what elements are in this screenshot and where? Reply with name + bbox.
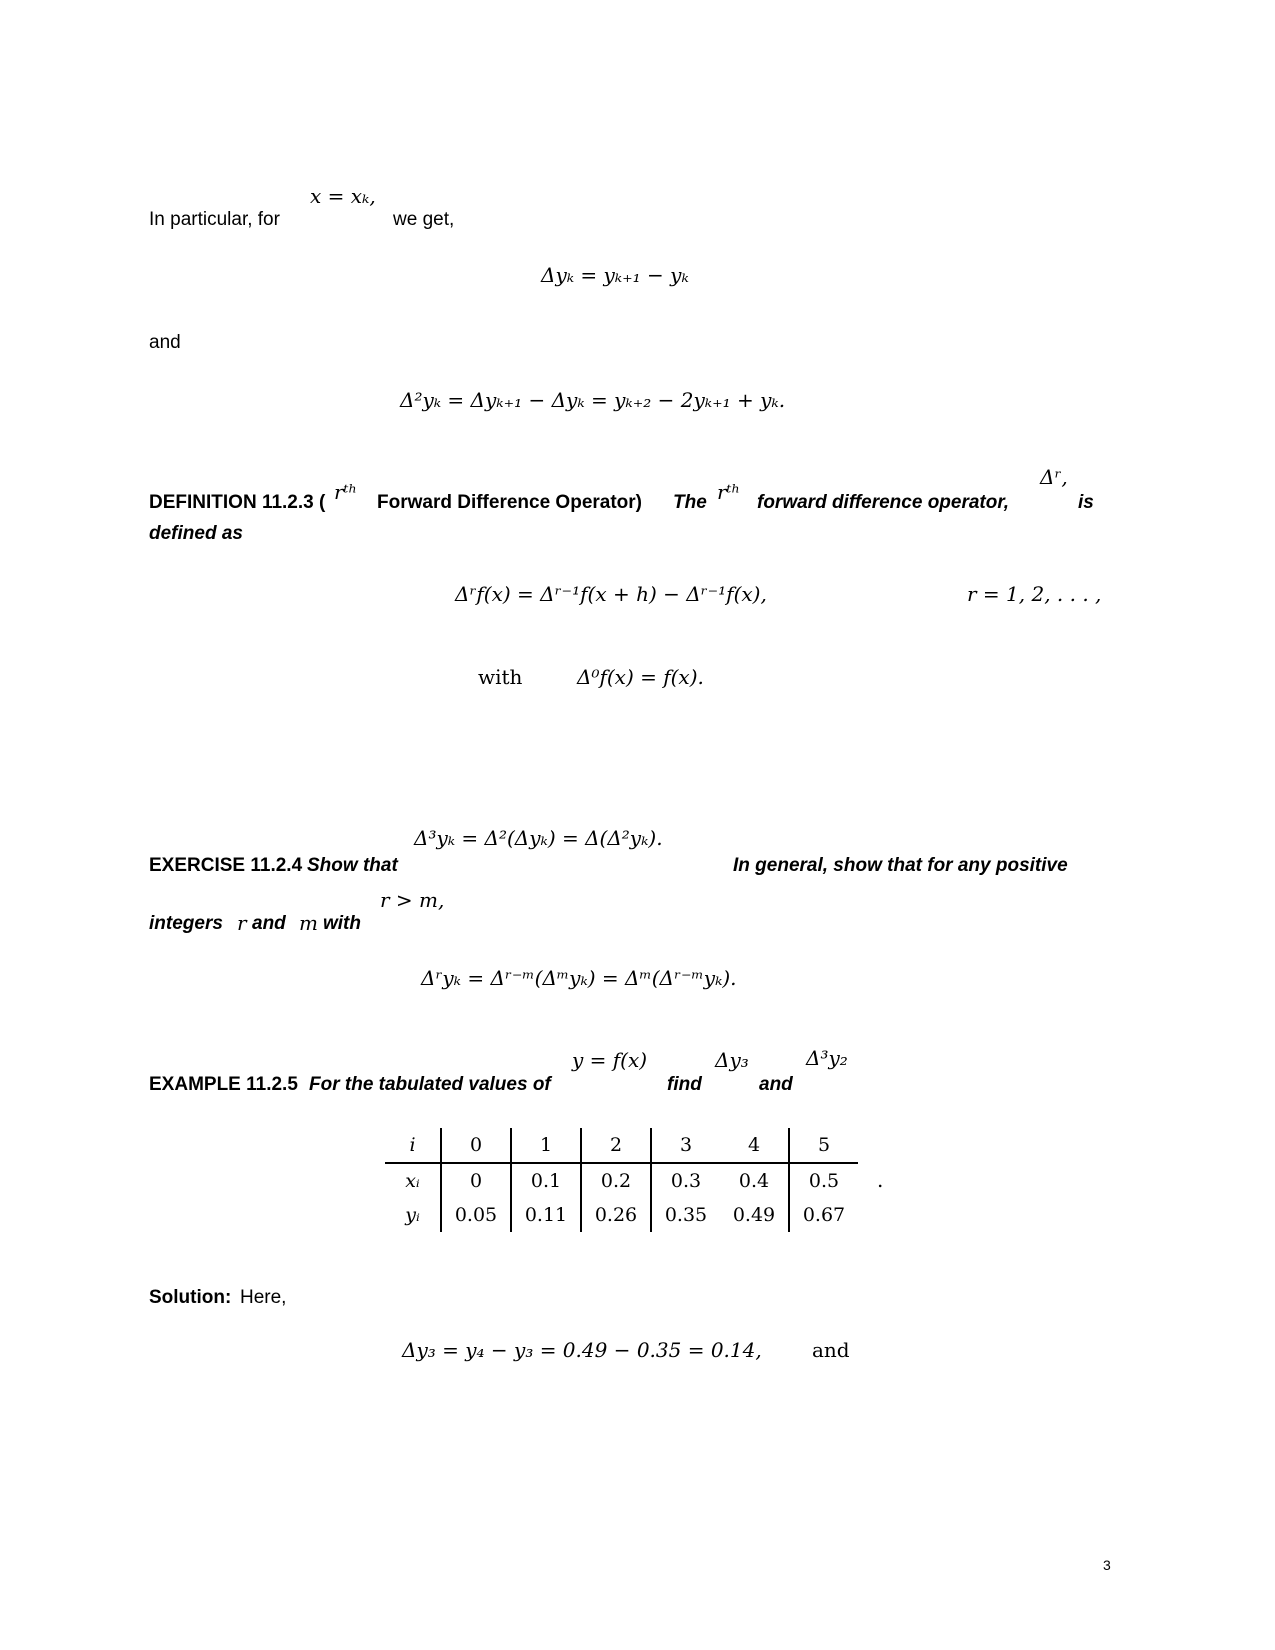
table-cell: 5: [789, 1128, 858, 1163]
para-text: is: [1078, 492, 1094, 513]
equation: Δʳyₖ = Δʳ⁻ᵐ(Δᵐyₖ) = Δᵐ(Δʳ⁻ᵐyₖ).: [421, 966, 737, 990]
solution-label: Solution:: [149, 1287, 232, 1308]
equation: Δ⁰f(x) = f(x).: [577, 665, 704, 689]
para-text: In particular, for: [149, 209, 280, 230]
math-inline: rᵗʰ: [717, 480, 741, 504]
para-text: In general, show that for any positive: [733, 855, 1068, 876]
math-inline: Δʳ,: [1040, 465, 1068, 489]
table-cell: 0.67: [802, 1204, 846, 1226]
para-text: integers: [149, 913, 223, 934]
table-cell: 0.35: [664, 1204, 708, 1226]
para-text: defined as: [149, 523, 243, 544]
exercise-label: EXERCISE 11.2.4: [149, 855, 303, 876]
math-inline: x = xₖ,: [310, 184, 376, 208]
table-cell: 0.3: [670, 1170, 702, 1192]
para-text: For the tabulated values of: [309, 1074, 551, 1095]
table-cell: 3: [651, 1128, 720, 1163]
example-label: EXAMPLE 11.2.5: [149, 1074, 298, 1095]
row-label: yᵢ: [385, 1198, 441, 1232]
table-row: [385, 1163, 858, 1198]
table-cell: 2: [581, 1128, 651, 1163]
table-cell: 0.1: [511, 1163, 581, 1198]
math-inline: m: [299, 911, 318, 935]
table-cell: 0.05: [441, 1198, 511, 1232]
table-cell: 0.49: [720, 1198, 789, 1232]
para-text: and: [149, 332, 181, 353]
table-cell: 0.11: [511, 1198, 581, 1232]
table-cell: 0.5: [808, 1170, 840, 1192]
table-cell: 0.26: [581, 1198, 651, 1232]
data-table: [385, 1128, 858, 1232]
para-text: with: [323, 913, 361, 934]
equation-text: with: [478, 665, 523, 689]
math-inline: r: [237, 911, 247, 935]
math-inline: rᵗʰ: [334, 480, 358, 504]
table-cell: 1: [511, 1128, 581, 1163]
table-row: [385, 1198, 858, 1232]
para-text: The: [673, 492, 707, 513]
table-cell: 0: [441, 1163, 511, 1198]
para-text: find: [667, 1074, 702, 1095]
table-cell: 0.2: [581, 1163, 651, 1198]
para-text: forward difference operator,: [757, 492, 1009, 513]
equation: Δyₖ = yₖ₊₁ − yₖ: [541, 263, 689, 287]
para-text: and: [759, 1074, 793, 1095]
math-inline: Δ³y₂: [806, 1046, 848, 1070]
equation: Δ²yₖ = Δyₖ₊₁ − Δyₖ = yₖ₊₂ − 2yₖ₊₁ + yₖ.: [400, 388, 786, 412]
equation: Δʳf(x) = Δʳ⁻¹f(x + h) − Δʳ⁻¹f(x),: [455, 582, 767, 606]
math-inline: y = f(x): [572, 1048, 648, 1072]
definition-title: Forward Difference Operator): [377, 492, 642, 513]
table-cell: 0: [441, 1128, 511, 1163]
equation: Δy₃ = y₄ − y₃ = 0.49 − 0.35 = 0.14,: [402, 1338, 762, 1362]
para-text: we get,: [393, 209, 455, 230]
definition-label: DEFINITION 11.2.3 (: [149, 492, 326, 513]
table-cell: 4: [720, 1128, 789, 1163]
para-text: and: [252, 913, 286, 934]
page-number: 3: [1103, 1557, 1111, 1573]
math-inline: Δy₃: [715, 1048, 749, 1072]
row-label: i: [385, 1128, 441, 1163]
para-text: Show that: [307, 855, 398, 876]
equation: r = 1, 2, . . . ,: [967, 582, 1102, 606]
math-inline: r > m,: [380, 888, 445, 912]
table-period: .: [877, 1168, 884, 1192]
row-label: xᵢ: [385, 1163, 441, 1198]
equation-text: and: [812, 1338, 850, 1362]
equation: Δ³yₖ = Δ²(Δyₖ) = Δ(Δ²yₖ).: [414, 826, 663, 850]
para-text: Here,: [240, 1287, 287, 1308]
table-cell: 0.4: [720, 1163, 789, 1198]
table-row: [385, 1128, 858, 1163]
